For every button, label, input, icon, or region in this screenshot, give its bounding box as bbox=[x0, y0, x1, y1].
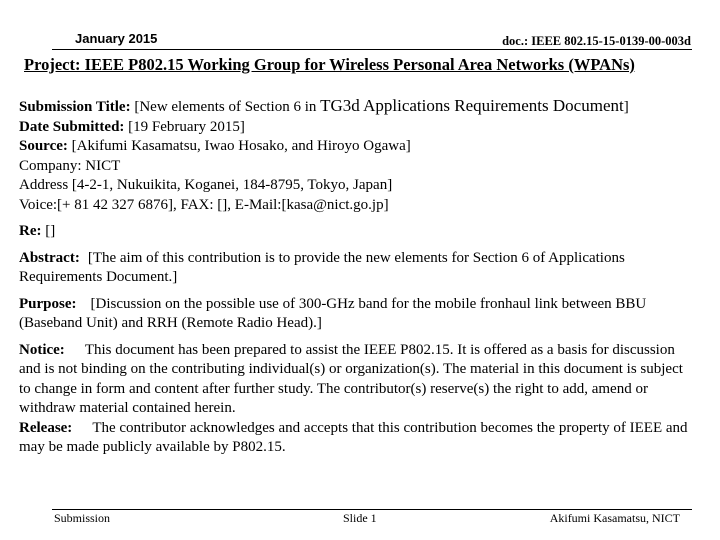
purpose-label: Purpose: bbox=[19, 295, 77, 312]
voice-line: Voice:[+ 81 42 327 6876], FAX: [], E-Mail:[kasa@nict.go.jp] bbox=[19, 196, 389, 213]
submission-title-label: Submission Title: bbox=[19, 99, 131, 115]
footer-submission: Submission bbox=[54, 511, 111, 525]
source-value: [Akifumi Kasamatsu, Iwao Hosako, and Hiroyo Ogawa] bbox=[71, 138, 411, 154]
slide-body bbox=[19, 96, 691, 458]
header-doc-id: doc.: IEEE 802.15-15-0139-00-003d bbox=[502, 34, 691, 48]
footer-slide-number: Slide 1 bbox=[343, 511, 377, 525]
release-value: The contributor acknowledges and accepts that this contribution becomes the property of IEEE and may be made publicly available by P802.15. bbox=[19, 419, 688, 455]
purpose-para bbox=[19, 295, 691, 334]
company-line: Company: NICT bbox=[19, 157, 121, 174]
date-submitted-line bbox=[19, 118, 691, 138]
submission-title-line bbox=[19, 96, 691, 118]
footer-divider bbox=[52, 509, 692, 510]
address-line: Address [4-2-1, Nukuikita, Koganei, 184-8795, Tokyo, Japan] bbox=[19, 177, 393, 193]
abstract-para bbox=[19, 249, 691, 288]
date-submitted-label: Date Submitted: bbox=[19, 118, 125, 135]
header-date: January 2015 bbox=[75, 31, 158, 46]
footer-author: Akifumi Kasamatsu, NICT bbox=[549, 511, 680, 525]
re-label: Re: bbox=[19, 223, 42, 239]
release-label: Release: bbox=[19, 419, 73, 436]
re-line bbox=[19, 222, 691, 242]
abstract-label: Abstract: bbox=[19, 249, 80, 266]
date-submitted-value: [19 February 2015] bbox=[128, 118, 245, 135]
source-line bbox=[19, 137, 691, 157]
submission-title-prefix: [New elements of Section 6 in bbox=[134, 99, 321, 115]
notice-label: Notice: bbox=[19, 341, 65, 358]
notice-value: This document has been prepared to assist the IEEE P802.15. It is offered as a basis for discussion and is not binding on the contributing individual(s) or organization(s). The material in this document is subject to change in form and content after further study. The contributor(s) reserve(s) the right to add, amend or withdraw material contained herein. bbox=[19, 341, 683, 416]
submission-title-suffix: ] bbox=[623, 99, 629, 115]
header-divider bbox=[52, 49, 692, 50]
abstract-value: [The aim of this contribution is to provide the new elements for Section 6 of Applications Requirements Document.] bbox=[19, 249, 625, 285]
notice-para bbox=[19, 341, 691, 419]
source-label: Source: bbox=[19, 138, 68, 154]
re-value: [] bbox=[45, 223, 56, 239]
project-title: Project: IEEE P802.15 Working Group for Wireless Personal Area Networks (WPANs) bbox=[24, 55, 635, 74]
release-para bbox=[19, 419, 691, 458]
submission-title-main: TG3d Applications Requirements Document bbox=[320, 96, 624, 115]
purpose-value: [Discussion on the possible use of 300-GHz band for the mobile fronhaul link between BBU (Baseband Unit) and RRH (Remote Radio Head).] bbox=[19, 295, 647, 331]
